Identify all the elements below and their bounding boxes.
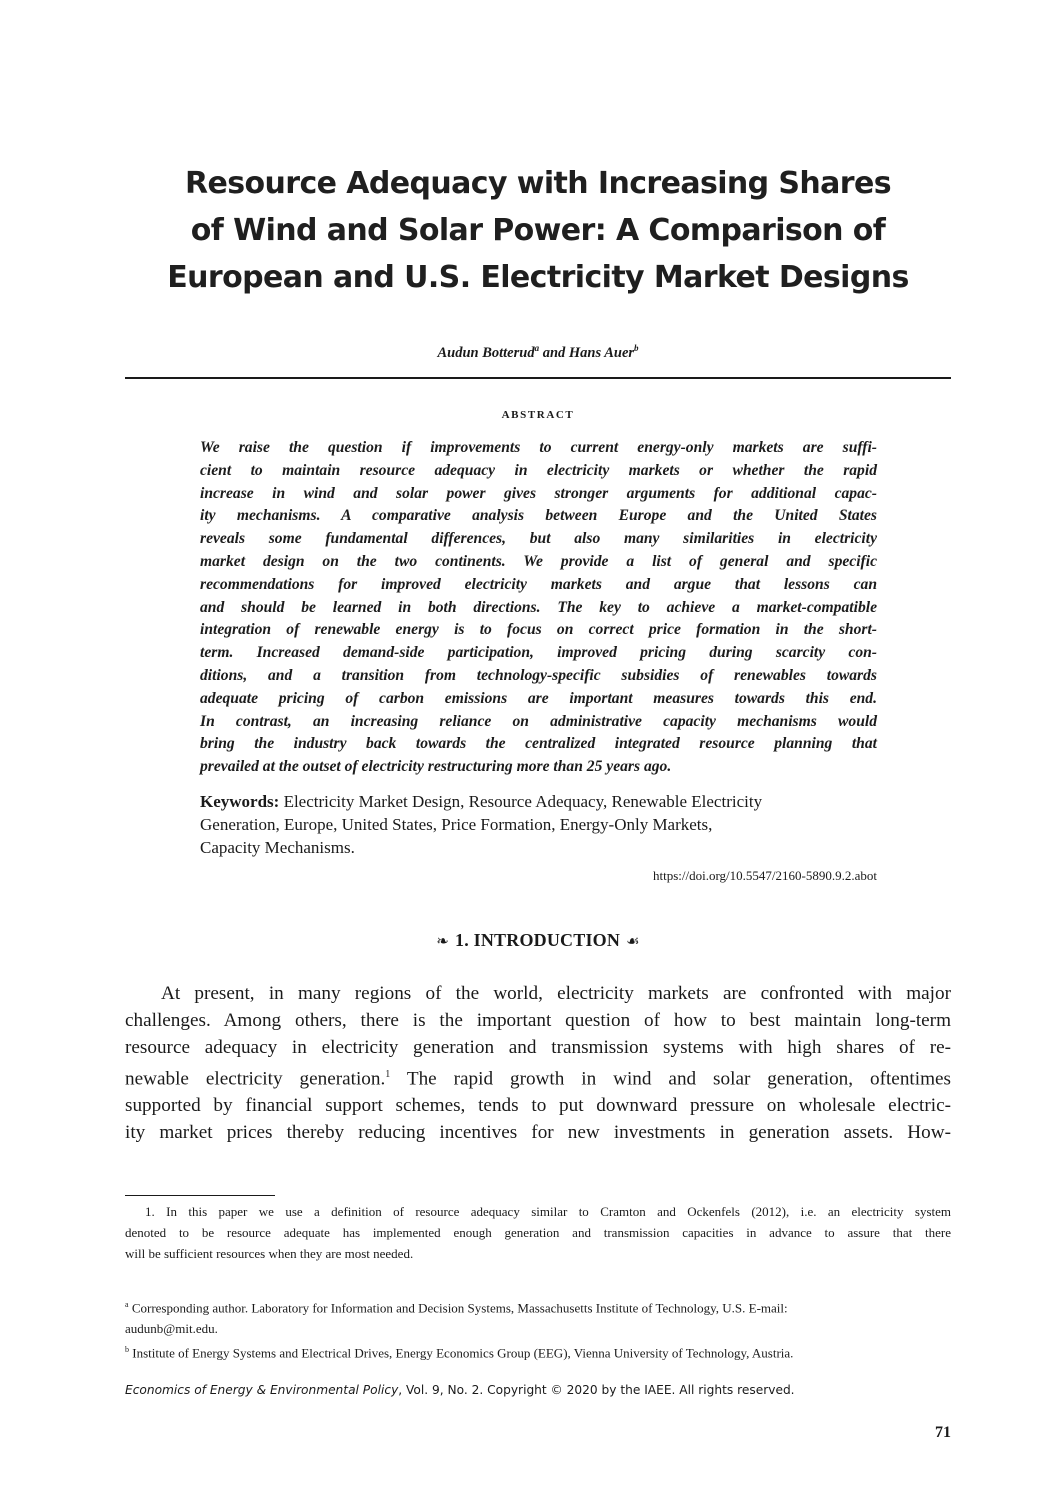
abstract-line: integration of renewable energy is to focus on correct price formation in the short- xyxy=(200,621,877,639)
journal-name: Economics of Energy & Environmental Policy xyxy=(125,1383,399,1397)
keywords-block xyxy=(200,790,877,859)
body-text-segment: newable electricity generation. xyxy=(125,1068,386,1090)
title-line: of Wind and Solar Power: A Comparison of xyxy=(190,213,886,248)
affiliation-mark: b xyxy=(634,343,639,353)
abstract-body xyxy=(200,437,877,779)
copyright-text: , Vol. 9, No. 2. Copyright © 2020 by the IAEE. All rights reserved. xyxy=(398,1383,795,1397)
body-line: challenges. Among others, there is the important question of how to best maintain long-term xyxy=(125,1010,951,1031)
footnote-divider xyxy=(125,1195,275,1196)
body-text-segment: The rapid growth in wind and solar generation, oftentimes xyxy=(390,1068,951,1090)
abstract-line: cient to maintain resource adequacy in electricity markets or whether the rapid xyxy=(200,461,877,479)
abstract-line: recommendations for improved electricity markets and argue that lessons can xyxy=(200,575,877,593)
footnote-line: denoted to be resource adequate has implemented enough generation and transmission capacities in advance to assure that there xyxy=(125,1225,951,1240)
footnote-line: 1. In this paper we use a definition of resource adequacy similar to Cramton and Ockenfels (2012), i.e. an electricity system xyxy=(145,1204,951,1219)
keywords-label: Keywords: xyxy=(200,792,280,811)
keywords-line: Capacity Mechanisms. xyxy=(200,838,355,857)
affiliation-text: Institute of Energy Systems and Electrical Drives, Energy Economics Group (EEG), Vienna University of Technology, Austria. xyxy=(129,1345,794,1361)
abstract-line: adequate pricing of carbon emissions are important measures towards this end. xyxy=(200,689,877,707)
header-divider xyxy=(125,377,951,379)
affiliation-text: Corresponding author. Laboratory for Information and Decision Systems, Massachusetts Institute of Technology, U.S. E-mail: xyxy=(128,1300,788,1316)
body-line: ity market prices thereby reducing incentives for new investments in generation assets. How- xyxy=(125,1122,951,1144)
section-heading xyxy=(125,930,951,951)
abstract-heading: ABSTRACT xyxy=(501,409,575,421)
copyright-line xyxy=(125,1383,951,1397)
abstract-line: bring the industry back towards the centralized integrated resource planning that xyxy=(200,735,877,753)
fleuron-left-icon: ❧ xyxy=(436,934,450,950)
keywords-line xyxy=(200,790,877,813)
affiliation-email[interactable]: audunb@mit.edu. xyxy=(125,1321,218,1337)
author-line xyxy=(125,343,951,362)
body-line: At present, in many regions of the world, electricity markets are confronted with major xyxy=(161,983,951,1004)
abstract-line: reveals some fundamental differences, but also many similarities in electricity xyxy=(200,530,877,548)
footnote-line: will be sufficient resources when they are most needed. xyxy=(125,1246,414,1261)
affiliation-mark: a xyxy=(125,1300,129,1309)
abstract-line: ditions, and a transition from technology-specific subsidies of renewables towards xyxy=(200,666,877,684)
body-line: resource adequacy in electricity generation and transmission systems with high shares of re- xyxy=(125,1037,951,1058)
section-title: 1. INTRODUCTION xyxy=(455,930,621,950)
page-number: 71 xyxy=(935,1424,951,1441)
affiliations xyxy=(125,1294,951,1364)
body-line xyxy=(125,1061,951,1092)
body-line: supported by financial support schemes, tends to put downward pressure on wholesale electric- xyxy=(125,1095,951,1117)
fleuron-right-icon: ☙ xyxy=(626,934,640,950)
affiliation-line xyxy=(125,1294,951,1318)
footnote-reference[interactable]: 1 xyxy=(385,1069,391,1080)
title-line: Resource Adequacy with Increasing Shares xyxy=(185,166,891,201)
affiliation-mark: a xyxy=(534,343,540,353)
author-conjunction: and xyxy=(539,344,569,361)
affiliation-line xyxy=(125,1339,951,1363)
title-line: European and U.S. Electricity Market Designs xyxy=(167,260,909,295)
abstract-line: term. Increased demand-side participation, improved pricing during scarcity con- xyxy=(200,644,877,662)
footnote xyxy=(125,1201,951,1264)
abstract-line: In contrast, an increasing reliance on administrative capacity mechanisms would xyxy=(200,712,877,730)
abstract-line: increase in wind and solar power gives stronger arguments for additional capac- xyxy=(200,484,877,502)
keywords-line: Generation, Europe, United States, Price Formation, Energy-Only Markets, xyxy=(200,815,713,834)
paper-title xyxy=(125,160,951,301)
affiliation-mark: b xyxy=(125,1345,129,1355)
abstract-line: We raise the question if improvements to current energy-only markets are suffi- xyxy=(200,439,877,456)
abstract-line: prevailed at the outset of electricity restructuring more than 25 years ago. xyxy=(200,758,672,776)
doi-link[interactable]: https://doi.org/10.5547/2160-5890.9.2.abot xyxy=(652,868,877,883)
abstract-line: market design on the two continents. We provide a list of general and specific xyxy=(200,552,877,570)
keywords-text: Electricity Market Design, Resource Adequacy, Renewable Electricity xyxy=(279,792,763,811)
abstract-line: ity mechanisms. A comparative analysis between Europe and the United States xyxy=(200,507,877,525)
introduction-paragraph xyxy=(125,980,951,1146)
author-name: Audun Botterud xyxy=(437,344,535,361)
abstract-line: and should be learned in both directions. The key to achieve a market-compatible xyxy=(200,598,877,616)
author-name: Hans Auer xyxy=(568,344,635,361)
